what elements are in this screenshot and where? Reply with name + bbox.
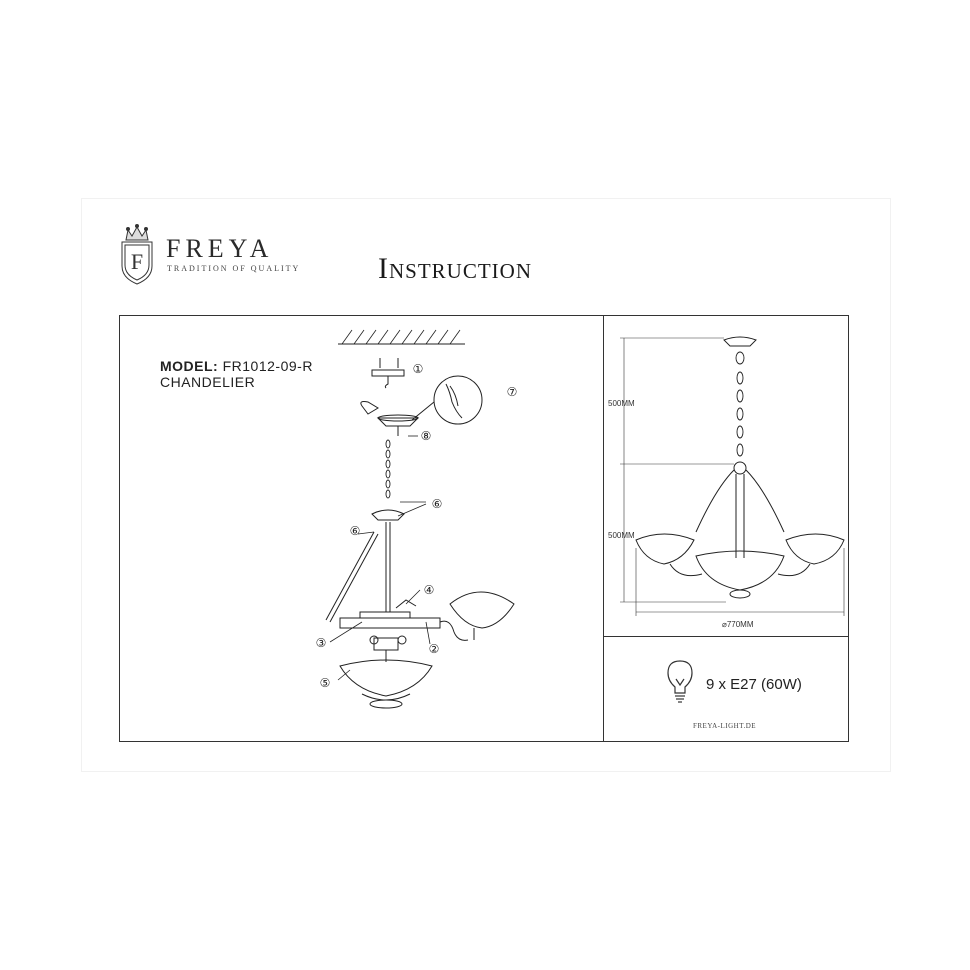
callout-4: ④	[423, 583, 435, 597]
callout-5: ⑤	[319, 676, 331, 690]
panel-divider-horizontal	[603, 636, 849, 637]
product-type: CHANDELIER	[160, 374, 256, 390]
website-url: FREYA-LIGHT.DE	[693, 722, 757, 730]
logo-monogram: F	[130, 249, 144, 274]
dimension-chain-length: 500MM	[608, 399, 635, 408]
model-line	[160, 358, 313, 374]
callout-8: ⑧	[420, 429, 432, 443]
dimension-drawing	[606, 318, 846, 634]
model-label: MODEL:	[160, 358, 219, 374]
brand-tagline: TRADITION OF QUALITY	[167, 264, 301, 273]
callout-3: ③	[315, 636, 327, 650]
callout-2: ②	[428, 642, 440, 656]
dimension-body-height: 500MM	[608, 531, 635, 540]
brand-name: FREYA	[166, 234, 274, 263]
document-title: Instruction	[378, 252, 532, 285]
callout-6b: ⑥	[349, 524, 361, 538]
dimension-diameter: ⌀770MM	[722, 620, 754, 629]
callout-7: ⑦	[506, 385, 518, 399]
model-number: FR1012-09-R	[222, 358, 313, 374]
bulb-spec: 9 x E27 (60W)	[706, 676, 802, 693]
callout-1: ①	[412, 362, 424, 376]
light-bulb-icon	[665, 659, 695, 705]
assembly-diagram	[300, 322, 560, 722]
panel-divider-vertical	[603, 315, 604, 742]
callout-6a: ⑥	[431, 497, 443, 511]
